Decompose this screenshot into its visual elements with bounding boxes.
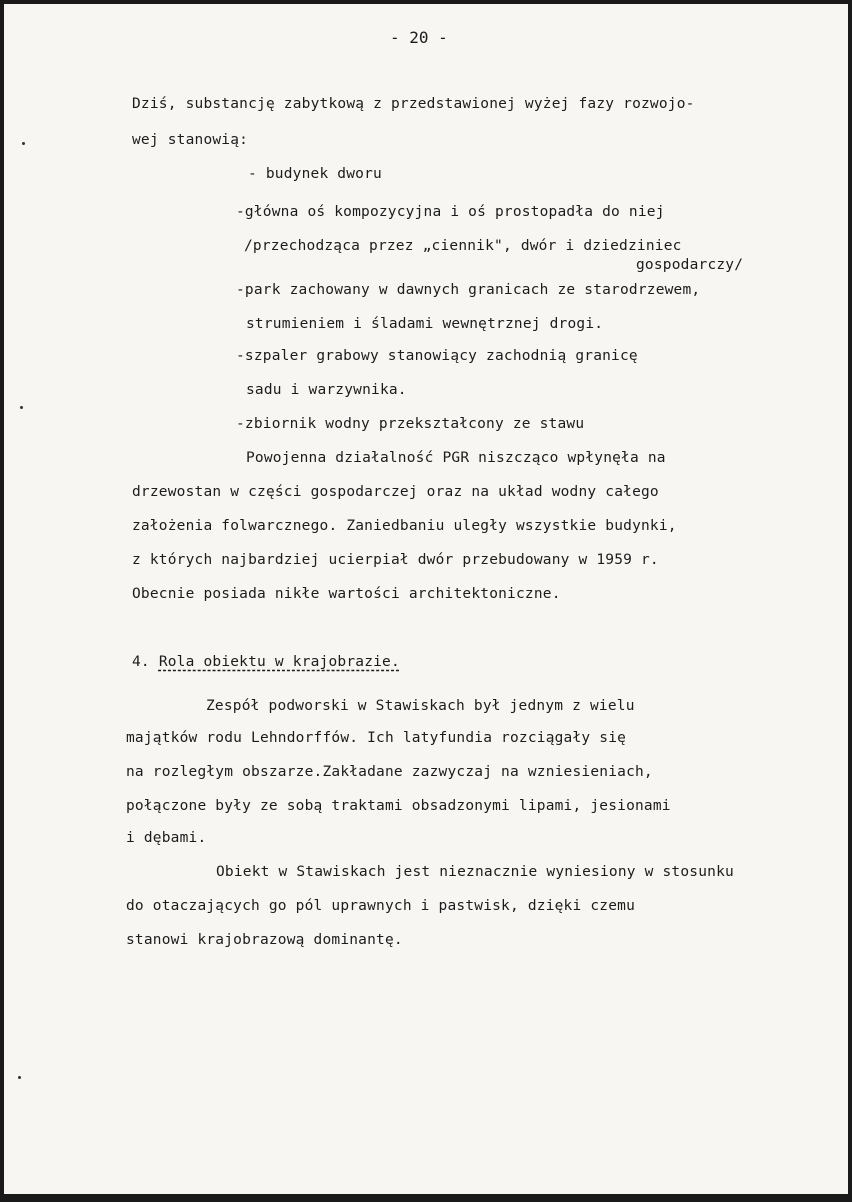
list-item-hornbeam-row-continued: sadu i warzywnika. [246, 382, 407, 398]
scan-speck [20, 406, 23, 409]
page-number: - 20 - [390, 28, 448, 47]
list-item-axis-end: gospodarczy/ [636, 257, 744, 273]
intro-line-2: wej stanowią: [132, 132, 249, 148]
paragraph-2-line-3: na rozległym obszarze.Zakładane zazwyczaj na wzniesieniach, [126, 764, 653, 780]
intro-line-1: Dziś, substancję zabytkową z przedstawionej wyżej fazy rozwojo- [132, 96, 695, 112]
section-heading [132, 654, 400, 670]
list-item-axis: -główna oś kompozycyjna i oś prostopadła do niej [236, 204, 665, 220]
scan-speck [18, 1076, 21, 1079]
list-item-axis-continued: /przechodząca przez „ciennik", dwór i dziedziniec [244, 238, 682, 254]
list-item-park: -park zachowany w dawnych granicach ze starodrzewem, [236, 282, 701, 298]
paragraph-2-line-4: połączone były ze sobą traktami obsadzonymi lipami, jesionami [126, 798, 671, 814]
scan-speck [22, 142, 25, 145]
list-item-park-continued: strumieniem i śladami wewnętrznej drogi. [246, 316, 604, 332]
section-title: Rola obiektu w krajobrazie. [158, 654, 400, 670]
paragraph-1-line-2: drzewostan w części gospodarczej oraz na układ wodny całego [132, 484, 659, 500]
paragraph-3-line-1: Obiekt w Stawiskach jest nieznacznie wyniesiony w stosunku [216, 864, 734, 880]
paragraph-3-line-3: stanowi krajobrazową dominantę. [126, 932, 403, 948]
list-item-hornbeam-row: -szpaler grabowy stanowiący zachodnią granicę [236, 348, 638, 364]
paragraph-2-line-5: i dębami. [126, 830, 207, 846]
list-item-reservoir: -zbiornik wodny przekształcony ze stawu [236, 416, 585, 432]
paragraph-1-line-5: Obecnie posiada nikłe wartości architektoniczne. [132, 586, 561, 602]
list-item-building: - budynek dworu [248, 166, 382, 182]
section-number: 4. [132, 654, 150, 670]
paragraph-3-line-2: do otaczających go pól uprawnych i pastwisk, dzięki czemu [126, 898, 635, 914]
paragraph-1-line-3: założenia folwarcznego. Zaniedbaniu uległy wszystkie budynki, [132, 518, 677, 534]
paragraph-2-line-2: majątków rodu Lehndorffów. Ich latyfundia rozciągały się [126, 730, 627, 746]
document-page [4, 4, 848, 1194]
paragraph-1-line-1: Powojenna działalność PGR niszcząco wpłynęła na [246, 450, 666, 466]
paragraph-2-line-1: Zespół podworski w Stawiskach był jednym z wielu [206, 698, 635, 714]
paragraph-1-line-4: z których najbardziej ucierpiał dwór przebudowany w 1959 r. [132, 552, 659, 568]
